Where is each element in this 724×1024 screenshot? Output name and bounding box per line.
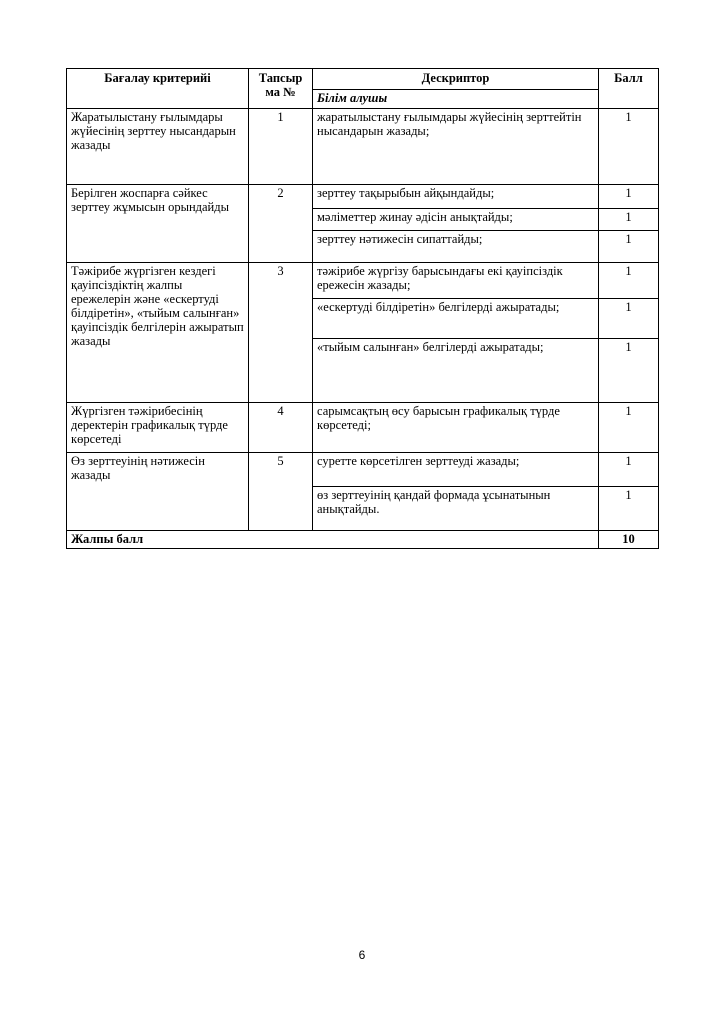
task-number-cell: 3: [249, 263, 313, 403]
table-row: [67, 185, 659, 209]
rubric-body: [67, 109, 659, 531]
criterion-cell: Тәжірибе жүргізген кездегі қауіпсіздіктің жалпы ережелерін және «ескертуді білдіретін», «тыйым салынған» қауіпсіздік белгілерін ажыратып жазады: [67, 263, 249, 403]
score-cell: 1: [599, 487, 659, 531]
descriptor-cell: тәжірибе жүргізу барысындағы екі қауіпсіздік ережесін жазады;: [313, 263, 599, 299]
learner-subheader: Білім алушы: [313, 89, 599, 108]
total-label: Жалпы балл: [67, 531, 599, 549]
criterion-cell: Жүргізген тәжірибесінің деректерін графикалық түрде көрсетеді: [67, 403, 249, 453]
score-header: Балл: [599, 69, 659, 109]
criterion-cell: Өз зерттеуінің нәтижесін жазады: [67, 453, 249, 531]
task-number-cell: 1: [249, 109, 313, 185]
descriptor-cell: жаратылыстану ғылымдары жүйесінің зерттейтін нысандарын жазады;: [313, 109, 599, 185]
task-number-cell: 2: [249, 185, 313, 263]
descriptor-cell: «ескертуді білдіретін» белгілерді ажыратады;: [313, 299, 599, 339]
descriptor-cell: зерттеу нәтижесін сипаттайды;: [313, 231, 599, 263]
table-row: [67, 453, 659, 487]
score-cell: 1: [599, 209, 659, 231]
header-row: [67, 69, 659, 90]
descriptor-header: Дескриптор: [313, 69, 599, 90]
score-cell: 1: [599, 339, 659, 403]
total-score: 10: [599, 531, 659, 549]
table-row: [67, 263, 659, 299]
score-cell: 1: [599, 263, 659, 299]
descriptor-cell: өз зерттеуінің қандай формада ұсынатынын анықтайды.: [313, 487, 599, 531]
score-cell: 1: [599, 299, 659, 339]
table-row: [67, 109, 659, 185]
descriptor-cell: сарымсақтың өсу барысын графикалық түрде көрсетеді;: [313, 403, 599, 453]
task-number-cell: 5: [249, 453, 313, 531]
task-number-cell: 4: [249, 403, 313, 453]
criterion-header: Бағалау критерийі: [67, 69, 249, 109]
page-number: 6: [358, 948, 366, 962]
score-cell: 1: [599, 231, 659, 263]
score-cell: 1: [599, 109, 659, 185]
descriptor-cell: мәліметтер жинау әдісін анықтайды;: [313, 209, 599, 231]
rubric-table: [66, 68, 659, 549]
criterion-cell: Берілген жоспарға сәйкес зерттеу жұмысын орындайды: [67, 185, 249, 263]
descriptor-cell: суретте көрсетілген зерттеуді жазады;: [313, 453, 599, 487]
task-header: Тапсыр ма №: [249, 69, 313, 109]
table-row: [67, 403, 659, 453]
total-row: [67, 531, 659, 549]
criterion-cell: Жаратылыстану ғылымдары жүйесінің зерттеу нысандарын жазады: [67, 109, 249, 185]
score-cell: 1: [599, 185, 659, 209]
score-cell: 1: [599, 403, 659, 453]
score-cell: 1: [599, 453, 659, 487]
descriptor-cell: зерттеу тақырыбын айқындайды;: [313, 185, 599, 209]
descriptor-cell: «тыйым салынған» белгілерді ажыратады;: [313, 339, 599, 403]
